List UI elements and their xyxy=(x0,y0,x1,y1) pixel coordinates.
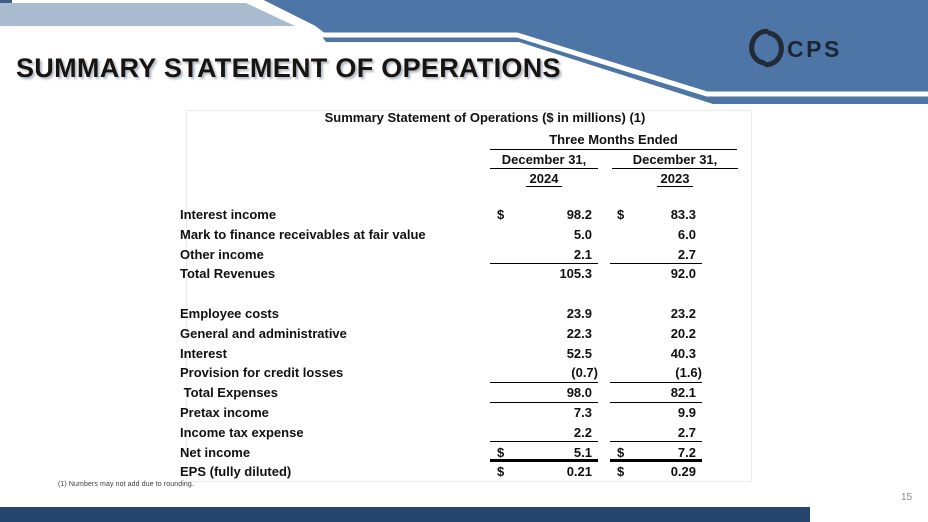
table-row xyxy=(180,264,740,284)
value-2024: 22.3 xyxy=(566,325,592,341)
value-2023: 2.7 xyxy=(677,246,696,262)
value-2024: 2.2 xyxy=(573,424,592,440)
value-2024: 98.0 xyxy=(566,385,592,401)
col-2024 xyxy=(490,225,598,244)
dollar-sign: $ xyxy=(617,464,625,480)
table-row xyxy=(180,363,740,383)
footer-bar xyxy=(0,507,810,522)
row-label: Other income xyxy=(180,246,264,262)
column-header-2024: December 31, xyxy=(490,152,598,169)
value-2024: 5.0 xyxy=(573,226,592,242)
value-2023: 2.7 xyxy=(677,424,696,440)
value-2023: 23.2 xyxy=(670,305,696,321)
row-label: EPS (fully diluted) xyxy=(180,464,292,480)
table-row xyxy=(180,205,740,225)
table-row xyxy=(180,284,740,304)
page-title: SUMMARY STATEMENT OF OPERATIONS xyxy=(16,53,561,83)
row-label: Provision for credit losses xyxy=(180,365,344,381)
table-row xyxy=(180,383,740,403)
row-label: Interest income xyxy=(180,207,277,222)
table-row xyxy=(180,403,740,423)
row-label: Pretax income xyxy=(180,404,269,420)
value-2024: 105.3 xyxy=(559,266,592,282)
dollar-sign: $ xyxy=(497,464,505,480)
col-2023 xyxy=(610,205,702,224)
col-2023 xyxy=(610,363,702,382)
col-2024 xyxy=(490,363,598,382)
table-row xyxy=(180,443,740,463)
row-label: Interest xyxy=(180,345,227,361)
value-2024: 7.3 xyxy=(573,404,592,420)
col-2023 xyxy=(610,383,702,402)
dollar-sign: $ xyxy=(617,207,625,222)
logo-text: CPS xyxy=(787,36,842,62)
col-2023 xyxy=(610,324,702,343)
dollar-sign: $ xyxy=(617,444,625,460)
value-2024: 2.1 xyxy=(573,246,592,262)
col-2023 xyxy=(610,403,702,422)
value-2023: (1.6) xyxy=(675,365,702,381)
table-row xyxy=(180,225,740,245)
col-2024 xyxy=(490,205,598,224)
table-row xyxy=(180,344,740,364)
col-2023 xyxy=(610,443,702,462)
value-2023: 92.0 xyxy=(670,266,696,282)
col-2023 xyxy=(610,245,702,264)
value-2023: 82.1 xyxy=(670,385,696,401)
value-2023: 9.9 xyxy=(677,404,696,420)
col-2024 xyxy=(490,245,598,264)
year-header-2024: 2024 xyxy=(490,171,598,190)
value-2023: 0.29 xyxy=(670,464,696,480)
value-2024: 98.2 xyxy=(566,207,592,222)
col-2024 xyxy=(490,344,598,363)
banner-light-band xyxy=(0,3,295,26)
col-2024 xyxy=(490,462,598,481)
row-label: Employee costs xyxy=(180,305,279,321)
row-label: Total Revenues xyxy=(180,266,276,282)
cps-swirl-icon xyxy=(748,27,785,69)
col-2023 xyxy=(610,344,702,363)
col-2023 xyxy=(610,304,702,323)
row-label: General and administrative xyxy=(180,325,347,341)
period-header: Three Months Ended xyxy=(490,132,737,150)
year-header-2023: 2023 xyxy=(612,171,738,190)
table-row xyxy=(180,245,740,265)
col-2024 xyxy=(490,423,598,442)
col-2024 xyxy=(490,383,598,402)
row-label: Income tax expense xyxy=(180,424,304,440)
col-2024 xyxy=(490,284,598,303)
col-2024 xyxy=(490,443,598,462)
value-2024: 0.21 xyxy=(566,464,592,480)
col-2023 xyxy=(610,284,702,303)
col-2024 xyxy=(490,324,598,343)
col-2024 xyxy=(490,304,598,323)
value-2024: (0.7) xyxy=(571,365,598,381)
table-row xyxy=(180,423,740,443)
row-label: Mark to finance receivables at fair value xyxy=(180,226,426,242)
table-row xyxy=(180,324,740,344)
footnote: (1) Numbers may not add due to rounding. xyxy=(58,481,194,488)
page-number: 15 xyxy=(901,492,913,503)
col-2023 xyxy=(610,462,702,481)
statement-table xyxy=(180,205,740,482)
company-logo xyxy=(748,27,842,69)
col-2024 xyxy=(490,264,598,283)
value-2023: 7.2 xyxy=(677,444,696,460)
value-2023: 20.2 xyxy=(670,325,696,341)
dollar-sign: $ xyxy=(497,444,505,460)
row-label: Total Expenses xyxy=(180,385,279,401)
value-2024: 5.1 xyxy=(573,444,592,460)
col-2023 xyxy=(610,423,702,442)
table-row xyxy=(180,304,740,324)
column-header-2023: December 31, xyxy=(612,152,738,169)
col-2023 xyxy=(610,225,702,244)
value-2024: 23.9 xyxy=(566,305,592,321)
table-row xyxy=(180,462,740,482)
dollar-sign: $ xyxy=(497,207,505,222)
value-2023: 6.0 xyxy=(677,226,696,242)
table-title: Summary Statement of Operations ($ in millions) (1) xyxy=(324,110,646,125)
value-2024: 52.5 xyxy=(566,345,592,361)
row-label: Net income xyxy=(180,444,251,460)
col-2023 xyxy=(610,264,702,283)
col-2024 xyxy=(490,403,598,422)
value-2023: 83.3 xyxy=(670,207,696,222)
value-2023: 40.3 xyxy=(670,345,696,361)
